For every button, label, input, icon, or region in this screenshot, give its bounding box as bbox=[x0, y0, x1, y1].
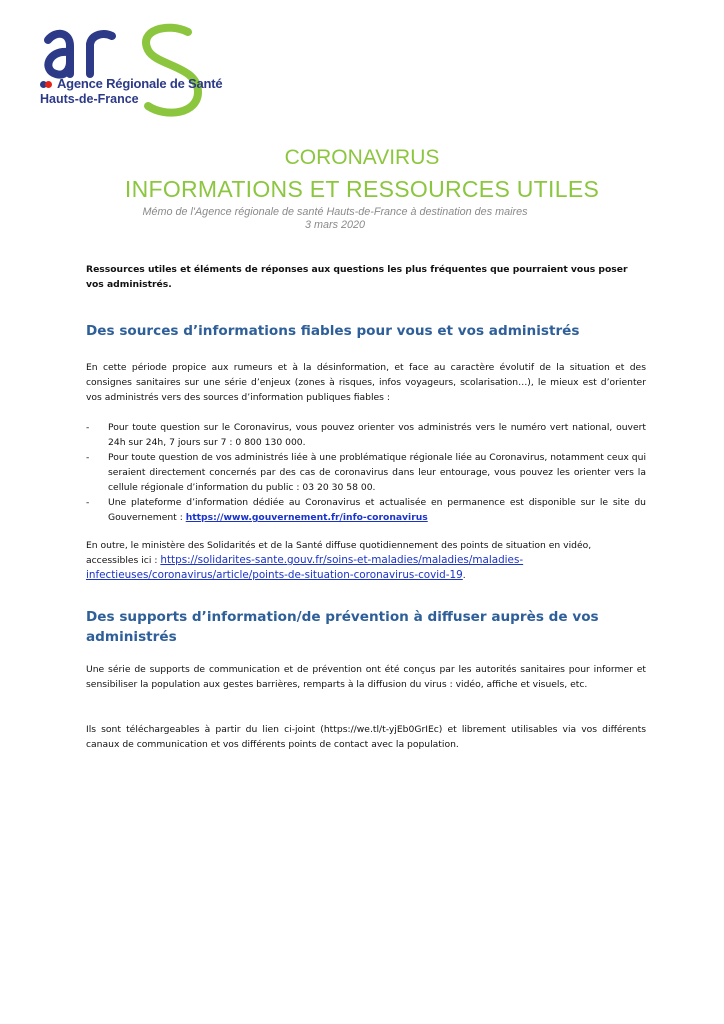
page-title-line1: CORONAVIRUS bbox=[284, 146, 440, 169]
section1-bullet-list bbox=[86, 420, 646, 525]
logo-agency-name bbox=[40, 76, 222, 91]
paragraph2-end: . bbox=[462, 570, 466, 581]
section2-heading: Des supports d’information/de prévention à diffuser auprès de vos administrés bbox=[86, 609, 599, 645]
memo-subtitle: Mémo de l'Agence régionale de santé Hauts-de-France à destination des maires bbox=[142, 206, 528, 218]
bullet-text: Pour toute question sur le Coronavirus, vous pouvez orienter vos administrés vers le numéro vert national, ouvert 24h sur 24h, 7 jours sur 7 : 0 800 130 000. bbox=[108, 422, 646, 448]
solidarites-sante-link[interactable]: https://solidarites-sante.gouv.fr/soins-et-maladies/maladies/maladies-infectieuses/coronavirus/article/points-de-situation-coronavirus-covid-19 bbox=[86, 554, 524, 581]
section2-paragraph1: Une série de supports de communication et de prévention ont été conçus par les autorités sanitaires pour informer et sensibiliser la population aux gestes barrières, remparts à la diffusion du virus : vidéo, affiche et visuels, etc. bbox=[86, 664, 646, 690]
page-title-line2: INFORMATIONS ET RESSOURCES UTILES bbox=[124, 176, 600, 202]
bullet-dash: - bbox=[86, 497, 90, 508]
flag-red-icon bbox=[45, 81, 52, 88]
memo-date: 3 mars 2020 bbox=[304, 219, 365, 231]
paragraph2-text: En outre, le ministère des Solidarités et de la Santé diffuse quotidiennement des points de situation en vidéo, accessibles ici : bbox=[86, 540, 592, 566]
section1-paragraph: En cette période propice aux rumeurs et à la désinformation, et face au caractère évolutif de la situation et des consignes sanitaires sur une série d’enjeux (zones à risques, infos voyageurs, scolarisation…), le mieux est d’orienter vos administrés vers des sources d’information publiques fiables : bbox=[86, 362, 646, 403]
gouvernement-link[interactable]: https://www.gouvernement.fr/info-coronavirus bbox=[185, 512, 428, 523]
bullet-dash: - bbox=[86, 452, 90, 463]
bullet-text: Une plateforme d’information dédiée au Coronavirus et actualisée en permanence est disponible sur le site du Gouvernement : bbox=[108, 497, 646, 523]
section2-paragraph2: Ils sont téléchargeables à partir du lien ci-joint (https://we.tl/t-yjEb0GrIEc) et librement utilisables via vos différents canaux de communication et vos différents points de contact avec la population. bbox=[86, 724, 646, 750]
ars-logo bbox=[38, 22, 223, 122]
intro-paragraph: Ressources utiles et éléments de réponses aux questions les plus fréquentes que pourraient vous poser vos administrés. bbox=[86, 264, 628, 290]
list-item bbox=[86, 450, 646, 495]
ars-logo-mark bbox=[38, 22, 218, 122]
bullet-dash: - bbox=[86, 422, 90, 433]
section1-paragraph2 bbox=[86, 538, 646, 583]
logo-region-name: Hauts-de-France bbox=[40, 92, 139, 106]
list-item bbox=[86, 420, 646, 450]
list-item bbox=[86, 495, 646, 525]
section1-heading: Des sources d’informations fiables pour vous et vos administrés bbox=[86, 323, 580, 339]
bullet-text: Pour toute question de vos administrés liée à une problématique régionale liée au Coronavirus, notamment ceux qui seraient directement concernés par des cas de coronavirus dans leur entourage, vous pouvez les orienter vers la cellule régionale d’information du public : 03 20 30 58 00. bbox=[108, 452, 646, 493]
agency-label: Agence Régionale de Santé bbox=[56, 76, 223, 91]
